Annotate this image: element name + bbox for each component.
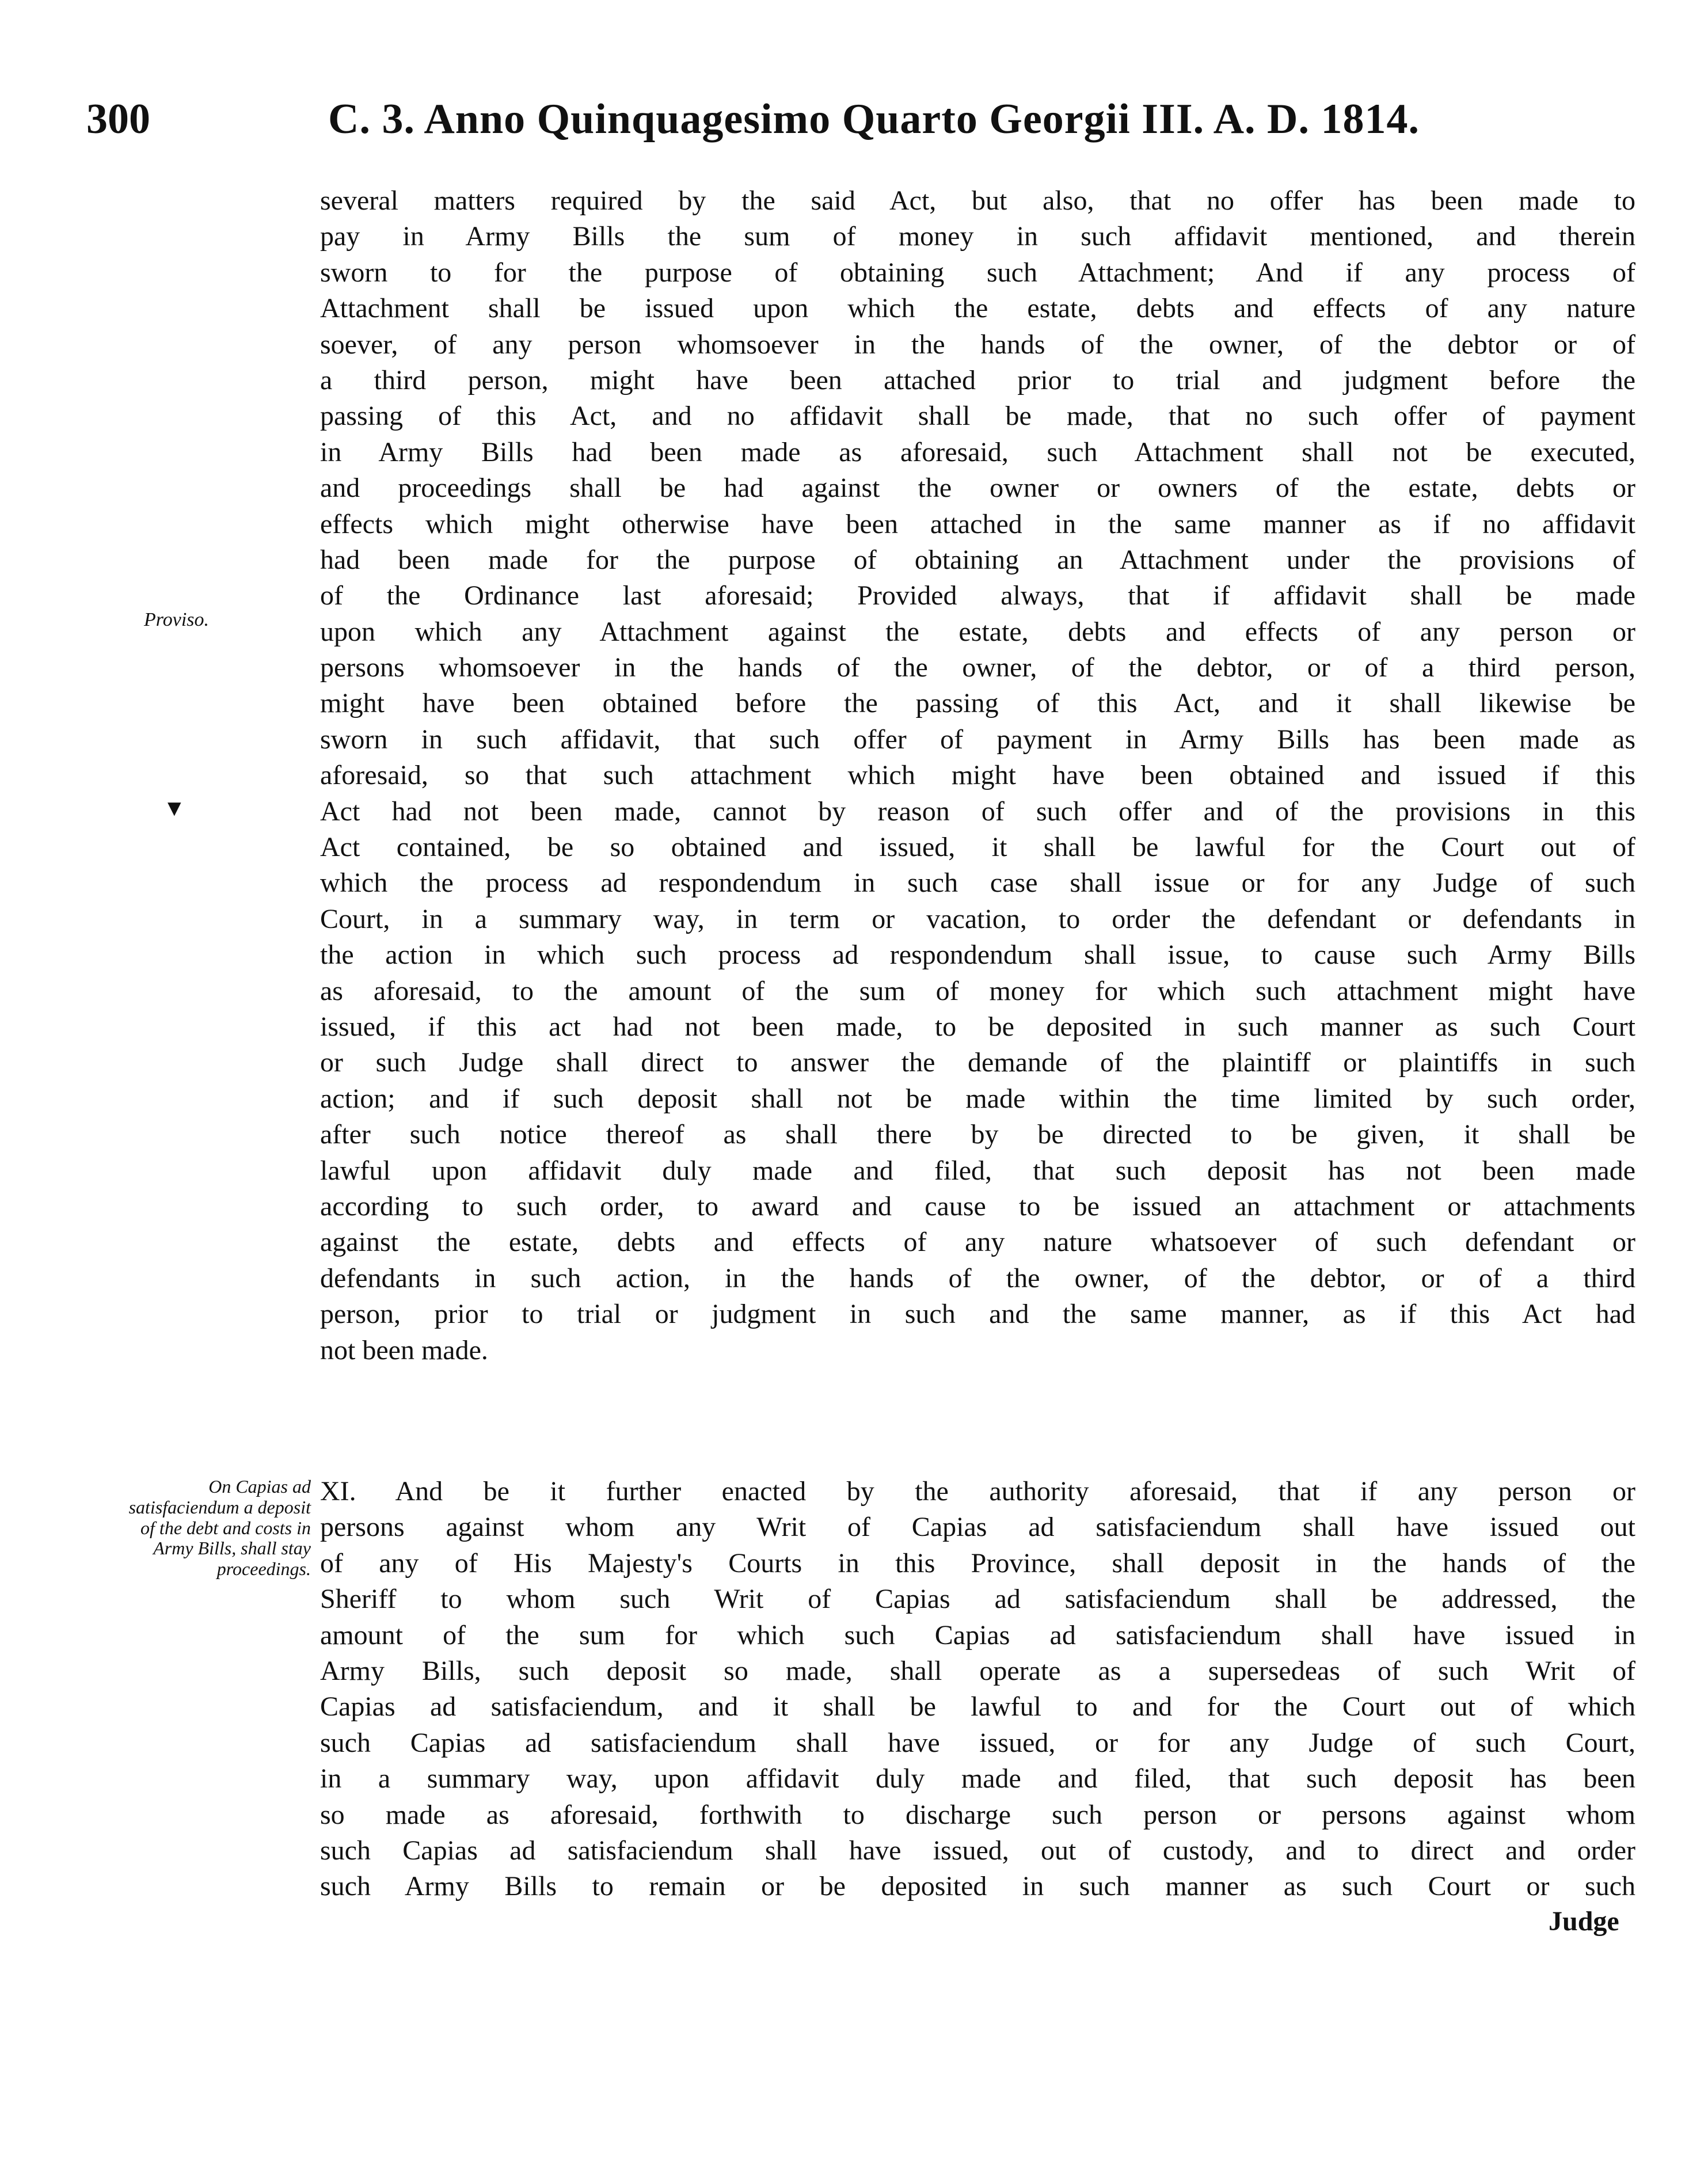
text-line: lawful upon affidavit duly made and filed, that such deposit has not been made [320, 1155, 1635, 1186]
text-line: not been made. [320, 1334, 488, 1366]
page-header [86, 98, 1641, 161]
text-line: upon which any Attachment against the estate, debts and effects of any person or [320, 616, 1635, 647]
text-line: such Capias ad satisfaciendum shall have issued, or for any Judge of such Court, [320, 1727, 1635, 1758]
text-line: persons against whom any Writ of Capias ad satisfaciendum shall have issued out [320, 1512, 1635, 1543]
text-line: person, prior to trial or judgment in such and the same manner, as if this Act had [320, 1299, 1635, 1330]
text-line: several matters required by the said Act, but also, that no offer has been made to [320, 185, 1635, 216]
text-line: such Army Bills to remain or be deposited in such manner as such Court or such [320, 1871, 1635, 1902]
text-line: defendants in such action, in the hands of the owner, of the debtor, or of a third [320, 1262, 1635, 1294]
text-line: and proceedings shall be had against the owner or owners of the estate, debts or [320, 473, 1635, 504]
running-title: C. 3. Anno Quinquagesimo Quarto Georgii III. A. D. 1814. [328, 96, 1420, 143]
text-line: as aforesaid, to the amount of the sum of money for which such attachment might have [320, 975, 1635, 1006]
text-line: according to such order, to award and cause to be issued an attachment or attachments [320, 1191, 1635, 1222]
catchword: Judge [1549, 1906, 1619, 1937]
text-line: sworn to for the purpose of obtaining such Attachment; And if any process of [320, 257, 1635, 288]
text-line: in Army Bills had been made as aforesaid, such Attachment shall not be executed, [320, 436, 1635, 467]
text-line: against the estate, debts and effects of any nature whatsoever of such defendant or [320, 1227, 1635, 1258]
text-line: aforesaid, so that such attachment which might have been obtained and issued if this [320, 760, 1635, 791]
page-number: 300 [86, 96, 150, 143]
text-line: Court, in a summary way, in term or vacation, to order the defendant or defendants in [320, 903, 1635, 934]
text-line: of any of His Majesty's Courts in this Province, shall deposit in the hands of the [320, 1547, 1635, 1579]
margin-note-proviso: Proviso. [144, 609, 210, 630]
text-line: Act contained, be so obtained and issued, it shall be lawful for the Court out of [320, 832, 1635, 863]
text-line: after such notice thereof as shall there by be directed to be given, it shall be [320, 1119, 1635, 1150]
text-line: had been made for the purpose of obtaining an Attachment under the provisions of [320, 544, 1635, 575]
text-line: XI. And be it further enacted by the authority aforesaid, that if any person or [320, 1476, 1635, 1507]
text-line: Army Bills, such deposit so made, shall operate as a supersedeas of such Writ of [320, 1655, 1635, 1686]
paragraph-continuation [320, 183, 1635, 1368]
text-line: effects which might otherwise have been attached in the same manner as if no affidavit [320, 508, 1635, 539]
text-line: soever, of any person whomsoever in the hands of the owner, of the debtor or of [320, 329, 1635, 360]
text-line: a third person, might have been attached prior to trial and judgment before the [320, 364, 1635, 395]
text-line: issued, if this act had not been made, to be deposited in such manner as such Court [320, 1011, 1635, 1042]
text-line: or such Judge shall direct to answer the demande of the plaintiff or plaintiffs in such [320, 1047, 1635, 1078]
text-line: pay in Army Bills the sum of money in such affidavit mentioned, and therein [320, 221, 1635, 252]
text-line: so made as aforesaid, forthwith to discharge such person or persons against whom [320, 1799, 1635, 1830]
text-line: Sheriff to whom such Writ of Capias ad satisfaciendum shall be addressed, the [320, 1584, 1635, 1615]
text-line: of the Ordinance last aforesaid; Provided always, that if affidavit shall be made [320, 580, 1635, 611]
margin-note-capias: On Capias ad satisfaciendum a deposit of the debt and costs in Army Bills, shall stay proceedings. [128, 1476, 311, 1580]
text-line: passing of this Act, and no affidavit shall be made, that no such offer of payment [320, 401, 1635, 432]
text-line: sworn in such affidavit, that such offer of payment in Army Bills has been made as [320, 724, 1635, 755]
text-line: in a summary way, upon affidavit duly made and filed, that such deposit has been [320, 1763, 1635, 1794]
paragraph-section-xi [320, 1474, 1635, 1905]
text-line: the action in which such process ad respondendum shall issue, to cause such Army Bills [320, 940, 1635, 971]
text-line: action; and if such deposit shall not be made within the time limited by such order, [320, 1083, 1635, 1114]
stray-mark: ▼ [163, 795, 186, 821]
text-line: Act had not been made, cannot by reason of such offer and of the provisions in this [320, 796, 1635, 827]
text-line: might have been obtained before the passing of this Act, and it shall likewise be [320, 688, 1635, 719]
text-line: persons whomsoever in the hands of the owner, of the debtor, or of a third person, [320, 652, 1635, 683]
text-line: Attachment shall be issued upon which the estate, debts and effects of any nature [320, 293, 1635, 324]
text-line: Capias ad satisfaciendum, and it shall be lawful to and for the Court out of which [320, 1691, 1635, 1722]
text-line: such Capias ad satisfaciendum shall have issued, out of custody, and to direct and order [320, 1835, 1635, 1866]
text-line: which the process ad respondendum in such case shall issue or for any Judge of such [320, 868, 1635, 899]
text-line: amount of the sum for which such Capias ad satisfaciendum shall have issued in [320, 1619, 1635, 1650]
